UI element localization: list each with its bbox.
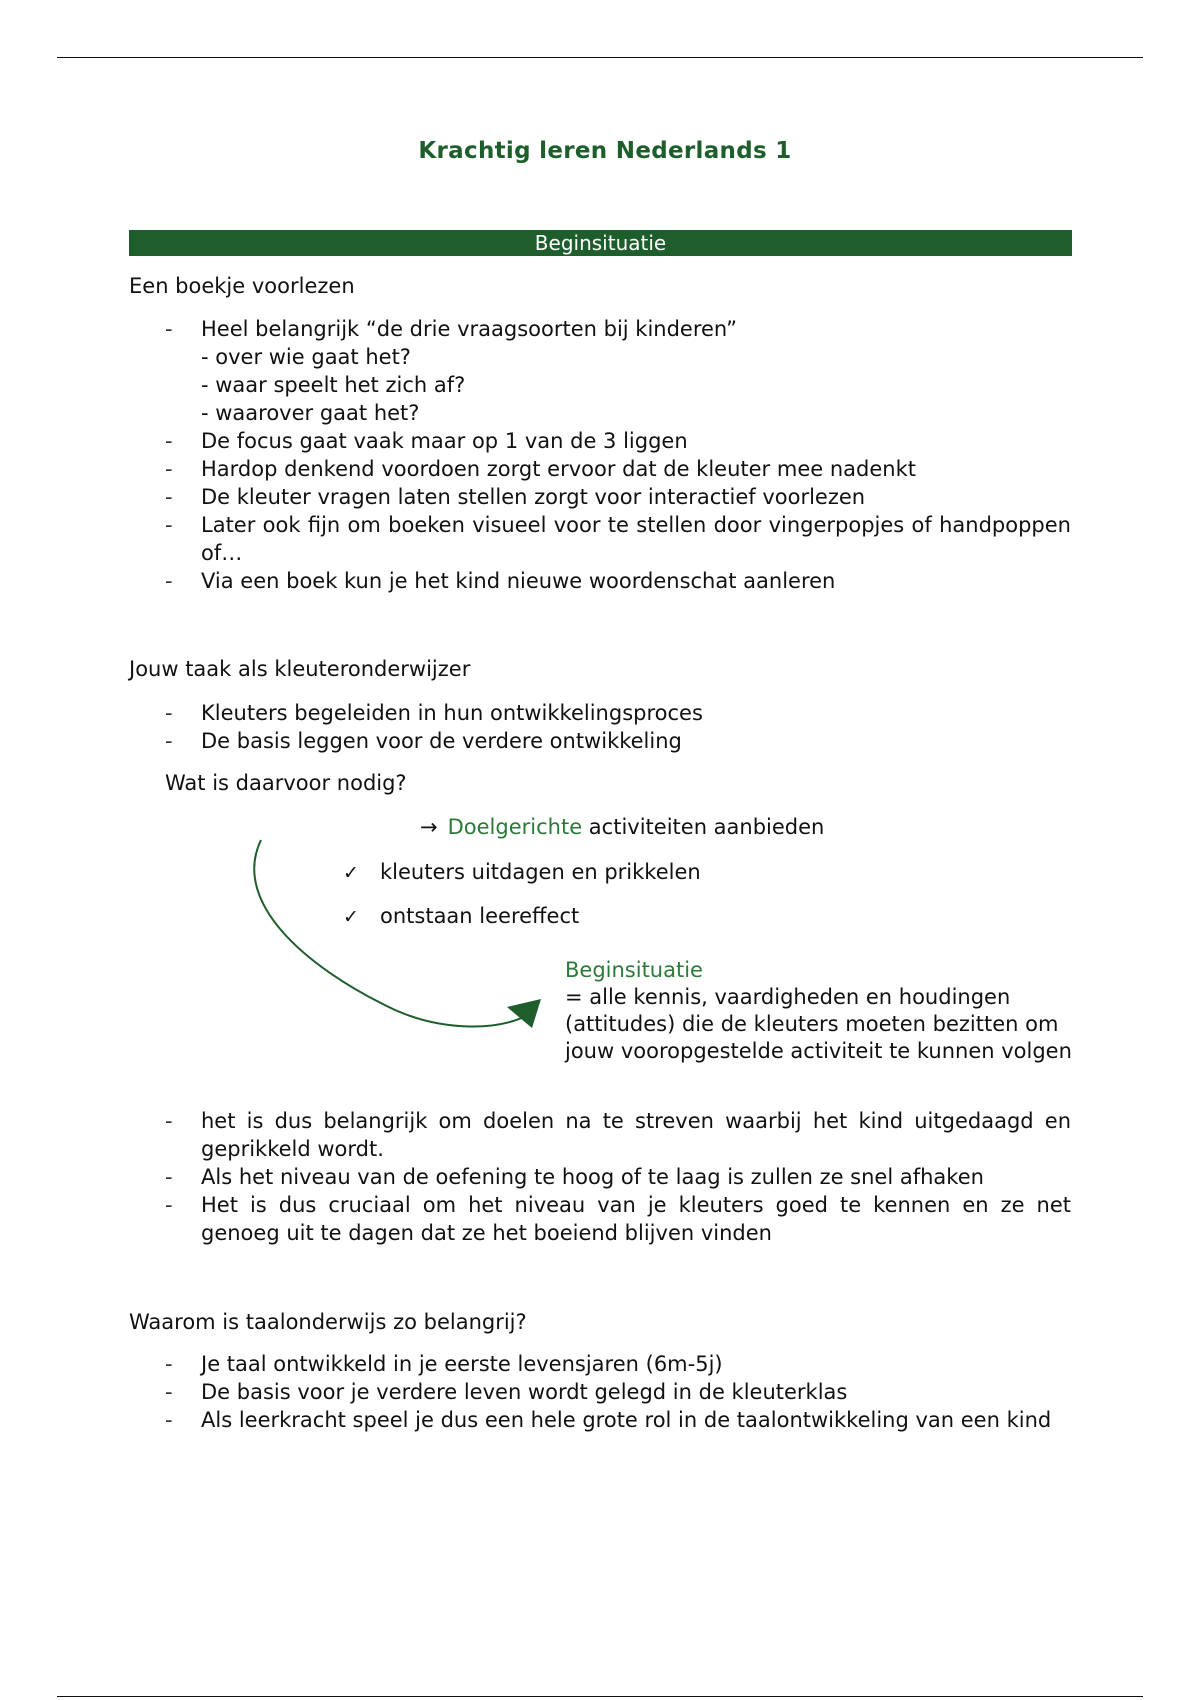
question-text: Wat is daarvoor nodig? bbox=[165, 771, 407, 795]
definition-term: Beginsituatie bbox=[565, 958, 703, 982]
list-item-text: Via een boek kun je het kind nieuwe woordenschat aanleren bbox=[201, 569, 836, 593]
list-item-text: Het is dus cruciaal om het niveau van je kleuters goed te kennen en ze net genoeg uit te dagen dat ze het boeiend blijven vinden bbox=[201, 1193, 1071, 1245]
curved-arrow-head bbox=[507, 999, 541, 1028]
list-item bbox=[0, 1107, 1071, 1163]
bullet-dash: - bbox=[165, 1193, 173, 1217]
list-item bbox=[0, 1378, 1071, 1406]
definition-block bbox=[565, 957, 1072, 1065]
list-item bbox=[0, 1350, 1071, 1378]
definition-line: jouw vooropgestelde activiteit te kunnen volgen bbox=[565, 1039, 1072, 1063]
list-item-text: Heel belangrijk “de drie vraagsoorten bij kinderen” bbox=[201, 317, 737, 341]
list-item-text: Je taal ontwikkeld in je eerste levensjaren (6m-5j) bbox=[201, 1352, 723, 1376]
bullet-dash: - bbox=[165, 701, 173, 725]
check-item-text: ontstaan leereffect bbox=[380, 904, 580, 928]
list-item-text: De kleuter vragen laten stellen zorgt voor interactief voorlezen bbox=[201, 485, 866, 509]
list-item-text: Als leerkracht speel je dus een hele grote rol in de taalontwikkeling van een kind bbox=[201, 1408, 1052, 1432]
section-heading-voorlezen: Een boekje voorlezen bbox=[129, 274, 355, 298]
bullet-dash: - bbox=[165, 569, 173, 593]
checkmark-icon: ✓ bbox=[343, 906, 359, 928]
check-item-text: kleuters uitdagen en prikkelen bbox=[380, 860, 701, 884]
list-item-text: het is dus belangrijk om doelen na te streven waarbij het kind uitgedaagd en geprikkeld wordt. bbox=[201, 1109, 1071, 1161]
list-item-text: Later ook fijn om boeken visueel voor te stellen door vingerpopjes of handpoppen of… bbox=[201, 513, 1071, 565]
highlight-word: Doelgerichte bbox=[447, 815, 583, 839]
sub-question: - over wie gaat het? bbox=[201, 345, 411, 369]
bullet-list-doelen bbox=[0, 1107, 1071, 1247]
checkmark-icon: ✓ bbox=[343, 862, 359, 884]
definition-line: (attitudes) die de kleuters moeten bezitten om bbox=[565, 1012, 1059, 1036]
page-title: Krachtig leren Nederlands 1 bbox=[418, 138, 792, 164]
list-item bbox=[0, 1191, 1071, 1247]
sub-question: - waarover gaat het? bbox=[201, 401, 420, 425]
list-item-text: Kleuters begeleiden in hun ontwikkelingsproces bbox=[201, 701, 703, 725]
list-item-text: De focus gaat vaak maar op 1 van de 3 liggen bbox=[201, 429, 688, 453]
list-item-text: Als het niveau van de oefening te hoog of te laag is zullen ze snel afhaken bbox=[201, 1165, 984, 1189]
bullet-dash: - bbox=[165, 317, 173, 341]
goal-rest-text: activiteiten aanbieden bbox=[582, 815, 825, 839]
section-heading-taak: Jouw taak als kleuteronderwijzer bbox=[129, 657, 471, 681]
bullet-dash: - bbox=[165, 457, 173, 481]
section-banner: Beginsituatie bbox=[129, 230, 1072, 256]
definition-line: = alle kennis, vaardigheden en houdingen bbox=[565, 985, 1011, 1009]
list-item-text: Hardop denkend voordoen zorgt ervoor dat de kleuter mee nadenkt bbox=[201, 457, 916, 481]
bullet-dash: - bbox=[165, 1352, 173, 1376]
bullet-dash: - bbox=[165, 729, 173, 753]
bullet-list-taalonderwijs bbox=[0, 1350, 1071, 1434]
list-item-text: De basis leggen voor de verdere ontwikkeling bbox=[201, 729, 682, 753]
bullet-dash: - bbox=[165, 1408, 173, 1432]
footer-rule bbox=[57, 1696, 1143, 1697]
bullet-dash: - bbox=[165, 513, 173, 537]
bullet-dash: - bbox=[165, 429, 173, 453]
bullet-dash: - bbox=[165, 1109, 173, 1133]
list-item bbox=[0, 1163, 1071, 1191]
right-arrow-icon: → bbox=[420, 815, 438, 839]
bullet-dash: - bbox=[165, 485, 173, 509]
bullet-dash: - bbox=[165, 1165, 173, 1189]
sub-question: - waar speelt het zich af? bbox=[201, 373, 466, 397]
bullet-dash: - bbox=[165, 1380, 173, 1404]
section-heading-taalonderwijs: Waarom is taalonderwijs zo belangrij? bbox=[129, 1310, 527, 1334]
curved-arrow-line bbox=[254, 840, 528, 1026]
list-item bbox=[0, 1406, 1071, 1434]
list-item-text: De basis voor je verdere leven wordt gelegd in de kleuterklas bbox=[201, 1380, 848, 1404]
